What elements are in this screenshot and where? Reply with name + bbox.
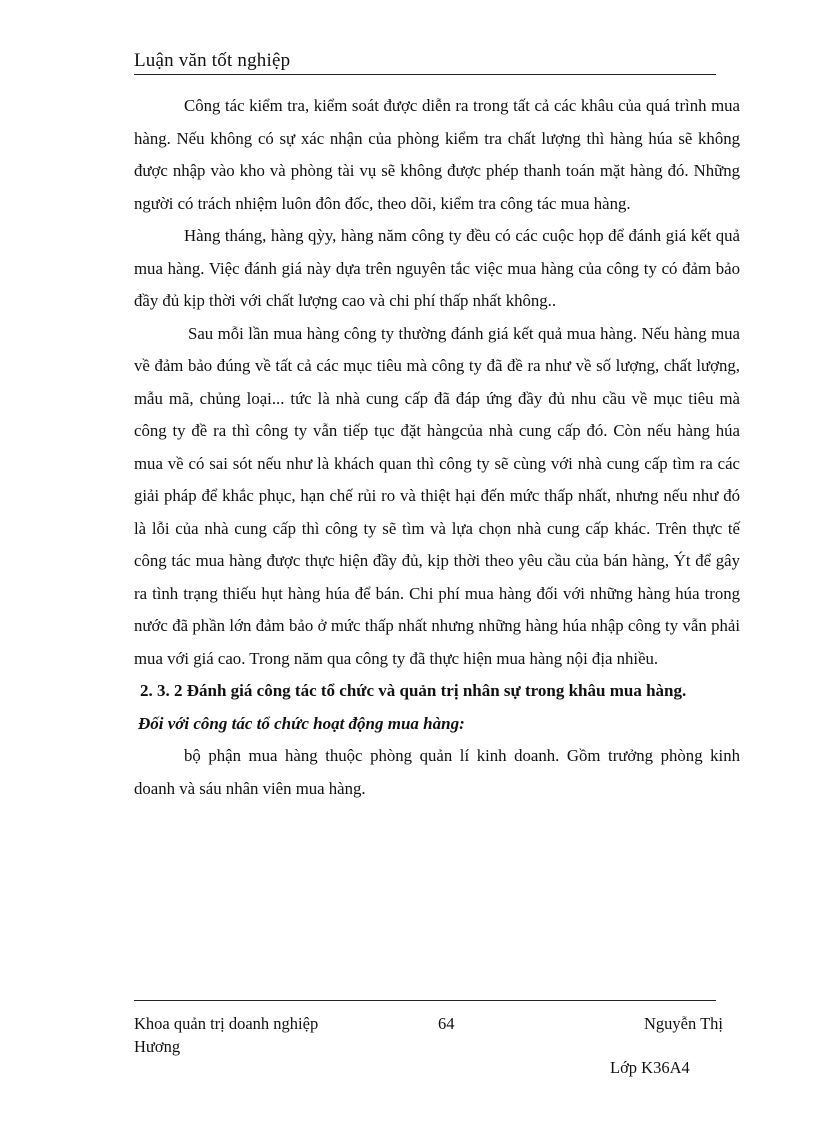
section-heading: 2. 3. 2 Đánh giá công tác tổ chức và quản trị nhân sự trong khâu mua hàng. [140, 681, 687, 700]
footer-author-line1: Nguyễn Thị [644, 1014, 723, 1033]
paragraph-inspection: Công tác kiểm tra, kiểm soát được diễn ra trong tất cả các khâu của quá trình mua hàng. Nếu không có sự xác nhận của phòng kiểm tra chất lượng thì hàng húa sẽ không được nhập vào kho và phòng tài vụ sẽ không được phép thanh toán mặt hàng đó. Những người có trách nhiệm luôn đôn đốc, theo dõi, kiểm tra công tác mua hàng. [134, 96, 740, 213]
subsection-heading: Đối với công tác tổ chức hoạt động mua hàng: [138, 713, 465, 733]
document-body [134, 90, 740, 805]
footer-class: Lớp K36A4 [610, 1058, 690, 1077]
footer-faculty [134, 1012, 374, 1058]
footer-divider [134, 1000, 716, 1001]
footer-faculty-text: Khoa quản trị doanh nghiệp [134, 1014, 319, 1033]
footer-author-line2: Hương [134, 1037, 181, 1056]
page-number: 64 [438, 1014, 455, 1033]
paragraph-evaluation: Sau mỗi lần mua hàng công ty thường đánh giá kết quả mua hàng. Nếu hàng mua về đảm bảo đúng về tất cả các mục tiêu mà công ty đã đề ra như về số lượng, chất lượng, mẫu mã, chủng loại... tức là nhà cung cấp đã đáp ứng đầy đủ nhu cầu về mục tiêu mà công ty đề ra thì công ty vẫn tiếp tục đặt hàngcủa nhà cung cấp đó. Còn nếu hàng húa mua về có sai sót nếu như là khách quan thì công ty sẽ cùng với nhà cung cấp tìm ra các giải pháp để khắc phục, hạn chế rủi ro và thiệt hại đến mức thấp nhất, nhưng nếu như đó là lỗi của nhà cung cấp thì công ty sẽ tìm và lựa chọn nhà cung cấp khác. Trên thực tế công tác mua hàng được thực hiện đầy đủ, kịp thời theo yêu cầu của bán hàng, Ýt để gây ra tình trạng thiếu hụt hàng húa để bán. Chi phí mua hàng đối với những hàng húa trong nước đã phần lớn đảm bảo ở mức thấp nhất nhưng những hàng húa nhập công ty vẫn phải mua với giá cao. Trong năm qua công ty đã thực hiện mua hàng nội địa nhiều. [134, 323, 740, 668]
paragraph-department: bộ phận mua hàng thuộc phòng quản lí kinh doanh. Gồm trưởng phòng kinh doanh và sáu nhân viên mua hàng. [134, 746, 740, 798]
page-header [134, 48, 716, 75]
paragraph-meetings: Hàng tháng, hàng qỳy, hàng năm công ty đều có các cuộc họp để đánh giá kết quả mua hàng. Việc đánh giá này dựa trên nguyên tắc việc mua hàng của công ty có đảm bảo đầy đủ kịp thời với chất lượng cao và chi phí thấp nhất không.. [134, 226, 740, 310]
header-title: Luận văn tốt nghiệp [134, 50, 291, 71]
